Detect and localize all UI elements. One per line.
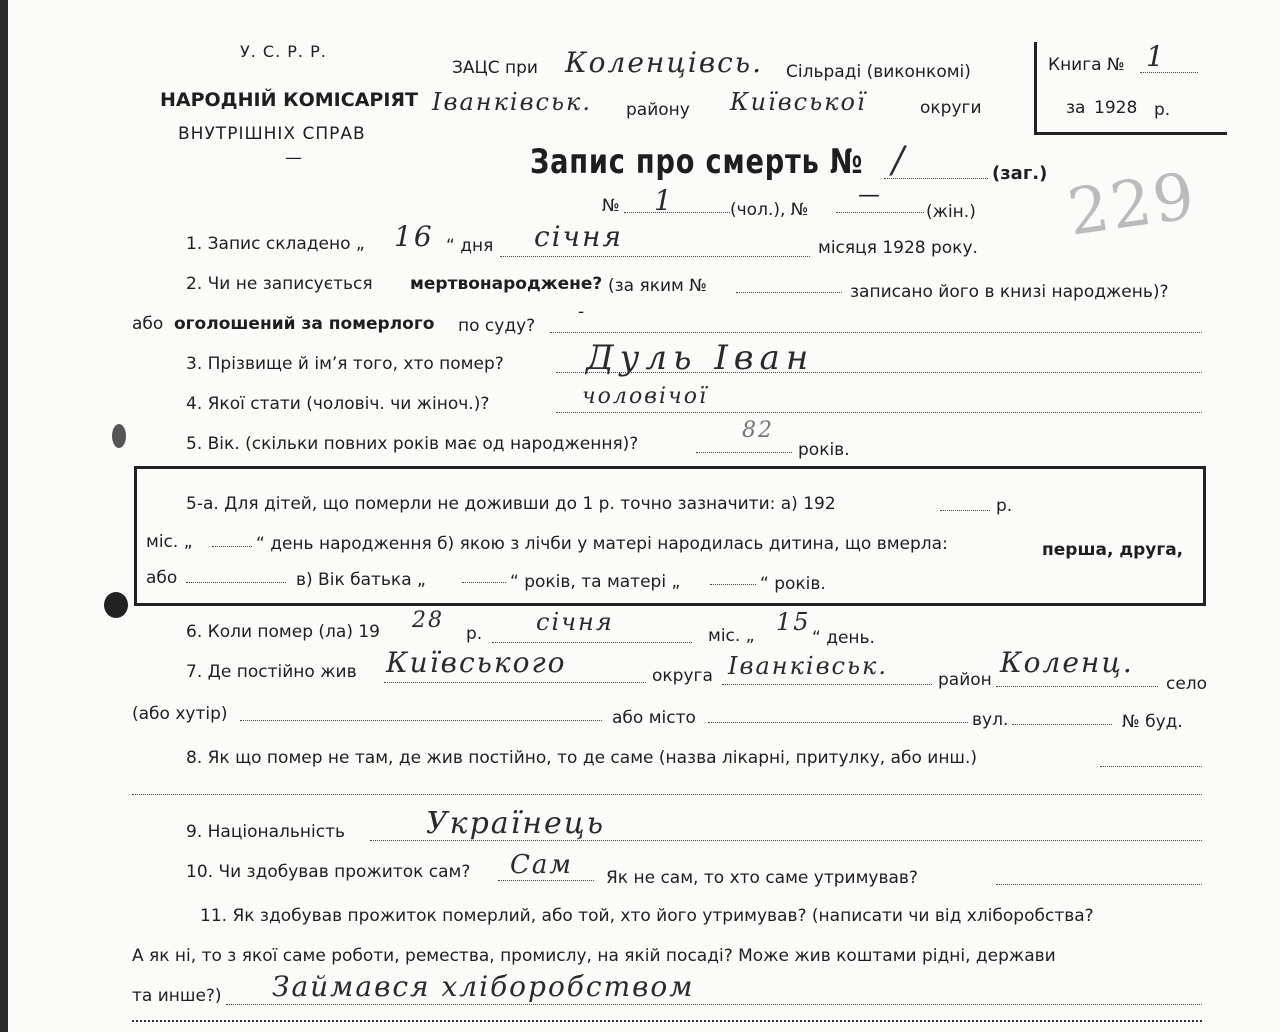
field8-label: 8. Як що помер не там, де жив постійно, то де саме (назва лікарні, притулку, або инш.) <box>186 748 978 768</box>
page-edge <box>0 0 8 1032</box>
chol-line <box>624 212 730 213</box>
record-title: Запис про смерть № <box>530 142 864 182</box>
zags-village-handwritten: Коленцівсь. <box>565 46 763 79</box>
field7-village-line <box>996 686 1158 687</box>
field5a-mother-line <box>710 584 756 585</box>
field3-line <box>556 372 1202 373</box>
field6-day-handwritten: 15 <box>776 608 811 636</box>
chol-label: (чол.), № <box>730 200 809 220</box>
field6-month-label: міс. „ <box>708 626 755 646</box>
field2-no-line <box>736 292 842 293</box>
field7-city-line <box>708 722 968 723</box>
field1-suffix: місяця 1928 року. <box>818 238 978 258</box>
book-year-prefix: за <box>1066 98 1086 118</box>
book-label: Книга № <box>1048 55 1125 75</box>
field10-prefix: 10. Чи здобував прожиток сам? <box>186 862 471 882</box>
field10-self-handwritten: Сам <box>510 850 573 880</box>
field5a-years: “ років. <box>760 574 826 594</box>
field5-label: 5. Вік. (скільки повних років має од народження)? <box>186 434 639 454</box>
field10-who-line <box>996 884 1202 885</box>
field7-raion-label: район <box>938 670 992 690</box>
field1-prefix: 1. Запис складено „ <box>186 234 365 254</box>
field5a-year-line <box>940 510 990 511</box>
department-label: ВНУТРІШНІХ СПРАВ <box>178 124 366 144</box>
field7-hamlet-line <box>240 720 602 721</box>
field6-day-label: “ день. <box>812 628 875 648</box>
chol-number-handwritten: 1 <box>654 184 674 217</box>
field1-mid: “ дня <box>446 236 494 256</box>
field10-suffix: Як не сам, то хто саме утримував? <box>606 868 918 888</box>
republic-label: У. С. Р. Р. <box>240 42 327 61</box>
book-number-line <box>1140 72 1198 73</box>
field7-okruga-handwritten: Київського <box>386 646 567 679</box>
field7-okruga-label: округа <box>652 666 713 686</box>
punch-hole <box>104 592 128 618</box>
field11-line1: 11. Як здобував прожиток померлий, або той, хто його утримував? (написати чи від хліборобства? <box>200 906 1094 926</box>
zhin-line <box>836 212 924 213</box>
field4-sex-handwritten: чоловічої <box>582 384 708 409</box>
field5a-line2: “ день народження б) якою з лічби у матері народилась дитина, що вмерла: <box>256 534 948 554</box>
field5a-or-line <box>186 582 286 583</box>
field7-raion-handwritten: Іванківськ. <box>728 652 889 680</box>
field6-prefix: 6. Коли помер (ла) 19 <box>186 622 380 642</box>
field7-city-label: або місто <box>612 708 696 728</box>
record-number-line <box>884 178 988 179</box>
record-zag: (заг.) <box>992 163 1048 184</box>
field1-month-handwritten: січня <box>534 220 624 253</box>
field11-line3: та инше?) <box>132 986 222 1006</box>
sub-no-label: № <box>602 196 620 216</box>
field5a-month-label: міс. „ <box>146 532 193 552</box>
field2-handwritten: - <box>578 302 585 322</box>
margin-number-handwritten: 229 <box>1063 159 1201 251</box>
field5-line <box>696 452 792 453</box>
zags-prefix: ЗАЦС при <box>452 58 538 78</box>
field5a-year-suffix: р. <box>996 496 1013 516</box>
field9-nationality-handwritten: Українець <box>426 806 606 841</box>
field5-suffix: років. <box>798 440 850 460</box>
field6-month-handwritten: січня <box>536 608 614 636</box>
field5-age-handwritten: 82 <box>742 418 774 443</box>
field1-day-handwritten: 16 <box>394 220 434 253</box>
zags-suffix: Сільраді (виконкомі) <box>786 62 971 82</box>
field2-court-line <box>550 332 1202 333</box>
header-dash: — <box>285 148 302 168</box>
field2-by-court: по суду? <box>458 316 536 336</box>
field6-year-suffix: р. <box>466 624 483 644</box>
field5a-month-line <box>212 546 252 547</box>
field6-month-line <box>492 642 692 643</box>
field7-hamlet-label: (або хутір) <box>132 704 228 724</box>
field11-line2: А як ні, то з якої саме роботи, ремества, промислу, на якій посаді? Може жив коштами рідні, держави <box>132 946 1056 966</box>
book-year-suffix: р. <box>1154 100 1171 120</box>
field5a-or: або <box>146 568 178 588</box>
field2-prefix: 2. Чи не записується <box>186 274 373 294</box>
commissariat-label: НАРОДНІЙ КОМІСАРІЯТ <box>160 89 418 111</box>
zhin-label: (жін.) <box>926 202 976 222</box>
raion-label: району <box>626 100 690 120</box>
field2-birth-book: записано його в книзі народжень)? <box>850 282 1169 302</box>
field4-line <box>556 412 1202 413</box>
field2-which-no: (за яким № <box>608 276 707 296</box>
field3-name-handwritten: Дуль Іван <box>586 338 815 378</box>
field5a-mother-age: “ років, та матері „ <box>510 572 681 592</box>
okruga-label: округи <box>920 98 982 118</box>
punch-hole <box>112 424 126 448</box>
field8-line1 <box>1100 766 1202 767</box>
field11-line <box>226 1004 1202 1005</box>
field7-raion-line <box>722 684 932 685</box>
record-number-handwritten: / <box>892 140 907 181</box>
field7-house-label: № буд. <box>1122 712 1183 732</box>
field5a-line1: 5-а. Для дітей, що померли не доживши до 1 р. точно зазначити: а) 192 <box>186 494 836 514</box>
field3-label: 3. Прізвище й ім’я того, хто помер? <box>186 354 504 374</box>
field5a-order: перша, друга, <box>1042 540 1184 560</box>
field7-village-label: село <box>1166 674 1208 694</box>
book-number-handwritten: 1 <box>1146 40 1166 73</box>
bottom-rule <box>132 1020 1202 1022</box>
zhin-number-handwritten: — <box>858 183 880 208</box>
book-year: 1928 <box>1094 98 1138 118</box>
field7-prefix: 7. Де постійно жив <box>186 662 357 682</box>
field11-occupation-handwritten: Займався хліборобством <box>272 970 695 1003</box>
field4-label: 4. Якої стати (чоловіч. чи жіноч.)? <box>186 394 490 414</box>
field10-self-line <box>498 880 594 881</box>
field8-line2 <box>132 794 1202 795</box>
field7-village-handwritten: Коленц. <box>1000 646 1134 679</box>
field7-street-label: вул. <box>972 710 1009 730</box>
field2-or: або <box>132 314 164 334</box>
field7-street-line <box>1012 724 1112 725</box>
raion-handwritten: Іванківськ. <box>432 88 593 116</box>
field5a-father-line <box>462 582 506 583</box>
okruga-handwritten: Київської <box>730 88 867 116</box>
field7-okruga-line <box>384 682 646 683</box>
field9-label: 9. Національність <box>186 822 346 842</box>
field1-month-line <box>500 256 810 257</box>
field2-declared-dead: оголошений за померлого <box>174 314 435 334</box>
field6-year-handwritten: 28 <box>412 608 444 633</box>
field5a-father-age: в) Вік батька „ <box>296 570 426 590</box>
field9-line <box>370 840 1202 841</box>
field2-stillborn: мертвонароджене? <box>410 274 603 294</box>
